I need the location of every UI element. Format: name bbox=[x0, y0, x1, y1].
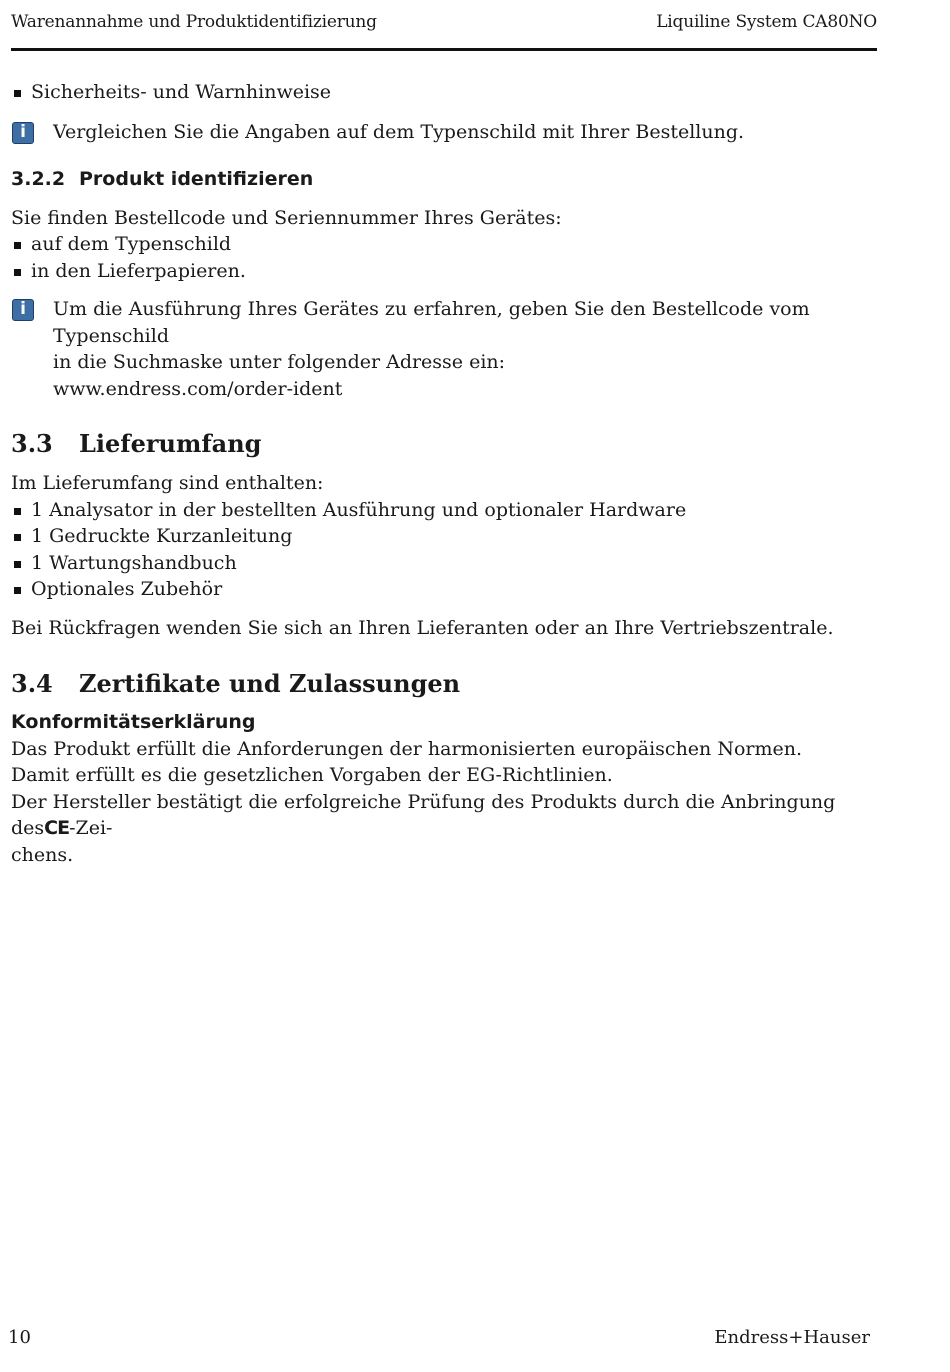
identification-list bbox=[11, 231, 877, 284]
footer-brand: Endress+Hauser bbox=[714, 1327, 870, 1348]
info-note-line: Um die Ausführung Ihres Gerätes zu erfahren, geben Sie den Bestellcode vom Typenschild bbox=[53, 298, 810, 347]
section-title: Lieferumfang bbox=[79, 429, 262, 458]
info-icon: i bbox=[12, 122, 34, 144]
section-heading-3-2-2 bbox=[11, 166, 877, 193]
list-item: Sicherheits- und Warnhinweise bbox=[11, 79, 877, 106]
header-divider bbox=[11, 48, 877, 51]
page-footer bbox=[8, 1327, 870, 1355]
section-title: Zertifikate und Zulassungen bbox=[79, 669, 461, 698]
section-intro: Im Lieferumfang sind enthalten: bbox=[11, 472, 324, 494]
header-product-name: Liquiline System CA80NO bbox=[656, 12, 877, 32]
list-item: auf dem Typenschild bbox=[11, 231, 877, 258]
section-number: 3.2.2 bbox=[11, 168, 66, 190]
section-title: Produkt identifizieren bbox=[79, 168, 314, 190]
conformity-text: Damit erfüllt es die gesetzlichen Vorgaben der EG-Richtlinien. bbox=[11, 764, 613, 786]
delivery-closing-text: Bei Rückfragen wenden Sie sich an Ihren Lieferanten oder an Ihre Vertriebszentrale. bbox=[11, 616, 834, 639]
header-chapter-title: Warenannahme und Produktidentifizierung bbox=[11, 12, 377, 32]
list-item: 1 Wartungshandbuch bbox=[11, 550, 877, 577]
list-item: Optionales Zubehör bbox=[11, 576, 877, 603]
conformity-text-part: Der Hersteller bestätigt die erfolgreiche Prüfung des Produkts durch die Anbringung des bbox=[11, 790, 836, 839]
list-item: 1 Gedruckte Kurzanleitung bbox=[11, 523, 877, 550]
delivery-list bbox=[11, 497, 877, 603]
page-number: 10 bbox=[8, 1327, 31, 1348]
info-icon: i bbox=[12, 299, 34, 321]
info-note-url: www.endress.com/order-ident bbox=[53, 377, 343, 400]
info-note-line: in die Suchmaske unter folgender Adresse ein: bbox=[53, 351, 506, 373]
info-note-order-ident bbox=[11, 296, 877, 402]
top-bullet-list bbox=[11, 79, 877, 106]
section-intro: Sie finden Bestellcode und Seriennummer Ihres Gerätes: bbox=[11, 206, 562, 229]
info-note-text: Vergleichen Sie die Angaben auf dem Typenschild mit Ihrer Bestellung. bbox=[53, 120, 745, 143]
page-body bbox=[11, 79, 877, 868]
section-number: 3.3 bbox=[11, 429, 53, 458]
subheading-konformitaet: Konformitätserklärung bbox=[11, 711, 256, 733]
list-item: 1 Analysator in der bestellten Ausführung und optionaler Hardware bbox=[11, 497, 877, 524]
ce-mark-icon: CE bbox=[44, 817, 70, 839]
list-item: in den Lieferpapieren. bbox=[11, 258, 877, 285]
info-note-typenschild bbox=[11, 119, 877, 146]
conformity-text: Das Produkt erfüllt die Anforderungen der harmonisierten europäischen Normen. bbox=[11, 737, 803, 760]
conformity-text: chens. bbox=[11, 843, 74, 866]
conformity-text-part: -Zei- bbox=[69, 817, 113, 839]
section-heading-3-4 bbox=[11, 669, 877, 699]
conformity-text bbox=[11, 789, 877, 842]
section-number: 3.4 bbox=[11, 669, 53, 698]
section-heading-3-3 bbox=[11, 429, 877, 459]
page-header bbox=[11, 12, 877, 40]
